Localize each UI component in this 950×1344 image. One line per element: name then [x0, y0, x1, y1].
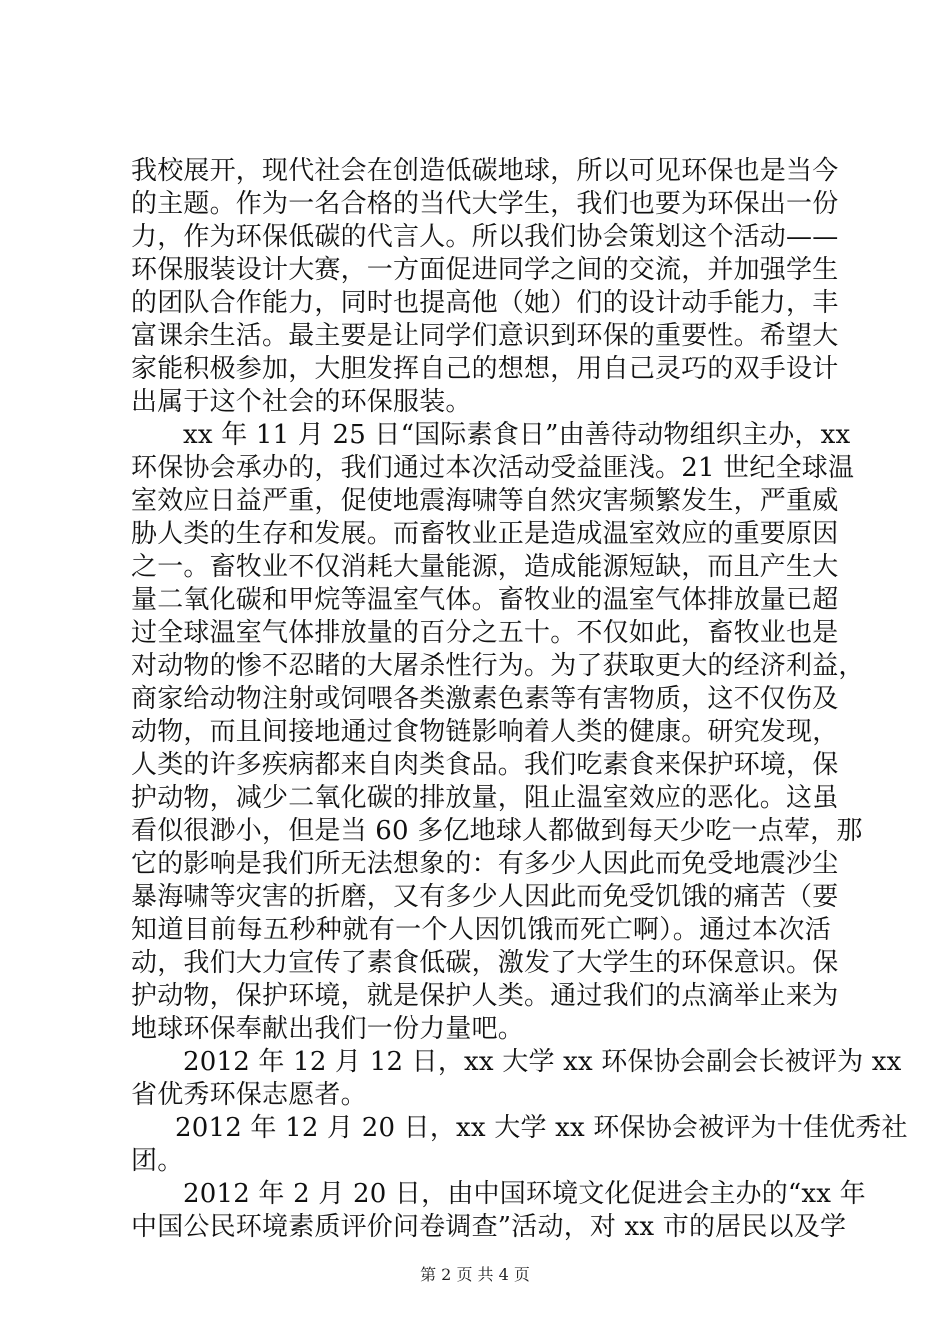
- body-text-line: 环保服装设计大赛，一方面促进同学之间的交流，并加强学生: [131, 255, 839, 285]
- body-text-line: 商家给动物注射或饲喂各类激素色素等有害物质，这不仅伤及: [131, 684, 839, 714]
- body-text-line: 它的影响是我们所无法想象的：有多少人因此而免受地震沙尘: [131, 849, 839, 879]
- body-text-line: 动物，而且间接地通过食物链影响着人类的健康。研究发现，: [131, 717, 839, 747]
- body-text-line: 室效应日益严重，促使地震海啸等自然灾害频繁发生，严重威: [131, 486, 839, 516]
- document-body: [131, 155, 908, 1244]
- body-text-line: 2012 年 2 月 20 日，由中国环境文化促进会主办的“xx 年: [183, 1179, 866, 1209]
- body-text-line: 对动物的惨不忍睹的大屠杀性行为。为了获取更大的经济利益，: [131, 651, 865, 681]
- body-text-line: 我校展开，现代社会在创造低碳地球，所以可见环保也是当今: [131, 156, 839, 186]
- page-footer: 第 2 页 共 4 页: [420, 1265, 530, 1284]
- body-text-line: 人类的许多疾病都来自肉类食品。我们吃素食来保护环境，保: [131, 750, 839, 780]
- body-text-line: 家能积极参加，大胆发挥自己的想想，用自己灵巧的双手设计: [131, 354, 839, 384]
- body-text-line: 环保协会承办的，我们通过本次活动受益匪浅。21 世纪全球温: [131, 453, 855, 483]
- body-text-line: 看似很渺小，但是当 60 多亿地球人都做到每天少吃一点荤，那: [131, 816, 863, 846]
- body-text-line: 量二氧化碳和甲烷等温室气体。畜牧业的温室气体排放量已超: [131, 585, 839, 615]
- body-text-line: 省优秀环保志愿者。: [131, 1080, 367, 1110]
- body-text-line: 的团队合作能力，同时也提高他（她）们的设计动手能力，丰: [131, 288, 839, 318]
- body-text-line: 护动物，保护环境，就是保护人类。通过我们的点滴举止来为: [131, 981, 839, 1011]
- body-text-line: 暴海啸等灾害的折磨，又有多少人因此而免受饥饿的痛苦（要: [131, 882, 839, 912]
- body-text-line: 知道目前每五秒种就有一个人因饥饿而死亡啊）。通过本次活: [131, 915, 831, 945]
- body-text-line: 的主题。作为一名合格的当代大学生，我们也要为环保出一份: [131, 189, 839, 219]
- body-text-line: 出属于这个社会的环保服装。: [131, 387, 472, 417]
- body-text-line: 2012 年 12 月 20 日，xx 大学 xx 环保协会被评为十佳优秀社: [175, 1113, 908, 1143]
- body-text-line: 地球环保奉献出我们一份力量吧。: [131, 1014, 525, 1044]
- body-text-line: 动，我们大力宣传了素食低碳，激发了大学生的环保意识。保: [131, 948, 839, 978]
- body-text-line: 力，作为环保低碳的代言人。所以我们协会策划这个活动——: [131, 222, 839, 252]
- body-text-line: 2012 年 12 月 12 日，xx 大学 xx 环保协会副会长被评为 xx: [183, 1047, 902, 1077]
- body-text-line: 富课余生活。最主要是让同学们意识到环保的重要性。希望大: [131, 321, 839, 351]
- body-text-line: 团。: [131, 1146, 184, 1176]
- body-text-line: 胁人类的生存和发展。而畜牧业正是造成温室效应的重要原因: [131, 519, 839, 549]
- body-text-line: xx 年 11 月 25 日“国际素食日”由善待动物组织主办，xx: [183, 420, 851, 450]
- body-text-line: 过全球温室气体排放量的百分之五十。不仅如此，畜牧业也是: [131, 618, 839, 648]
- body-text-line: 之一。畜牧业不仅消耗大量能源，造成能源短缺，而且产生大: [131, 552, 839, 582]
- body-text-line: 中国公民环境素质评价问卷调查”活动，对 xx 市的居民以及学: [131, 1212, 847, 1242]
- body-text-line: 护动物，减少二氧化碳的排放量，阻止温室效应的恶化。这虽: [131, 783, 839, 813]
